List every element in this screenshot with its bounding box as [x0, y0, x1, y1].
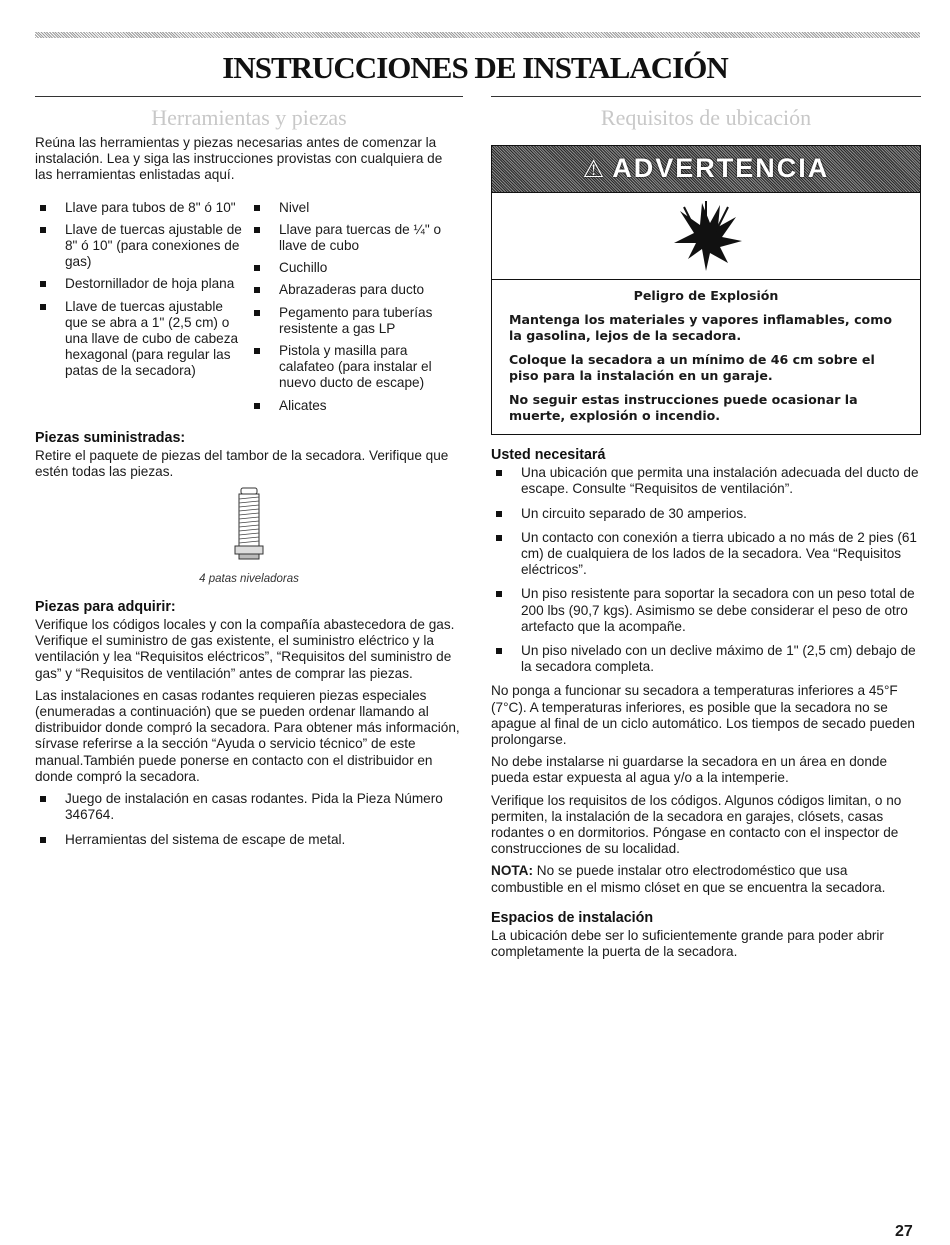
tool-item: Llave para tubos de 8" ó 10" — [35, 200, 249, 216]
need-item: Una ubicación que permita una instalación adecuada del ducto de escape. Consulte “Requisitos de ventilación”. — [491, 465, 921, 497]
temperature-paragraph: No ponga a funcionar su secadora a temperaturas inferiores a 45°F (7°C). A temperaturas inferiores, es posible que la secadora no se apague al final de un ciclo automático. Los tiempos de secado pueden prolongarse. — [491, 683, 915, 748]
tool-item: Llave para tuercas de ¼" o llave de cubo — [249, 222, 463, 254]
supplied-parts-heading: Piezas suministradas: — [35, 429, 186, 446]
need-item: Un piso resistente para soportar la secadora con un peso total de 200 lbs (90,7 kgs). Asimismo se debe considerar el peso de otro artefacto que la acompañe. — [491, 586, 921, 635]
note-paragraph — [491, 863, 921, 895]
tool-item: Pegamento para tuberías resistente a gas LP — [249, 305, 463, 337]
note-label: NOTA: — [491, 863, 534, 879]
need-item: Un piso nivelado con un declive máximo de 1" (2,5 cm) debajo de la secadora completa. — [491, 643, 921, 675]
tools-list — [35, 200, 463, 420]
right-title-rule — [491, 96, 921, 97]
tool-item: Pistola y masilla para calafateo (para instalar el nuevo ducto de escape) — [249, 343, 463, 392]
location-requirements-heading: Requisitos de ubicación — [600, 105, 812, 130]
warning-hazard: Peligro de Explosión — [633, 288, 779, 303]
note-text: No se puede instalar otro electrodoméstico que usa combustible en el mismo clóset en que se encuentra la secadora. — [491, 863, 886, 895]
tool-item: Nivel — [249, 200, 463, 216]
purchase-parts-heading: Piezas para adquirir: — [35, 598, 176, 615]
page-number: 27 — [895, 1223, 913, 1240]
tool-item: Cuchillo — [249, 260, 463, 276]
warning-box — [491, 145, 921, 435]
warning-line: Mantenga los materiales y vapores inflamables, como la gasolina, lejos de la secadora. — [509, 312, 892, 343]
tool-item: Destornillador de hoja plana — [35, 276, 249, 292]
leveling-leg-icon — [229, 486, 269, 562]
clearance-text: La ubicación debe ser lo suficientemente grande para poder abrir completamente la puerta de la secadora. — [491, 928, 884, 960]
warning-line: Coloque la secadora a un mínimo de 46 cm sobre el piso para la instalación en un garaje. — [509, 352, 875, 383]
need-item: Un circuito separado de 30 amperios. — [491, 506, 921, 522]
page-title: INSTRUCCIONES DE INSTALACIÓN — [222, 50, 728, 85]
tool-item: Alicates — [249, 398, 463, 414]
purchase-item: Herramientas del sistema de escape de metal. — [35, 832, 463, 848]
warning-header — [492, 146, 920, 193]
right-column — [491, 105, 921, 966]
tools-list-col1 — [35, 200, 249, 420]
warning-line: No seguir estas instrucciones puede ocasionar la muerte, explosión o incendio. — [509, 392, 858, 423]
tool-item: Llave de tuercas ajustable de 8" ó 10" (para conexiones de gas) — [35, 222, 249, 271]
tool-item: Llave de tuercas ajustable que se abra a 1" (2,5 cm) o una llave de cubo de cabeza hexagonal (para regular las patas de la secadora) — [35, 299, 249, 380]
warning-title: ⚠ ADVERTENCIA — [582, 152, 830, 183]
water-paragraph: No debe instalarse ni guardarse la secadora en un área en donde pueda estar expuesta al agua y/o a la intemperie. — [491, 754, 888, 786]
left-column — [35, 105, 463, 856]
figure-caption: 4 patas niveladoras — [199, 572, 299, 585]
purchase-list — [35, 791, 463, 848]
purchase-item: Juego de instalación en casas rodantes. Pida la Pieza Número 346764. — [35, 791, 463, 823]
warning-body — [492, 280, 920, 434]
purchase-parts-p1: Verifique los códigos locales y con la compañía abastecedora de gas. Verifique el suministro de gas existente, el suministro eléctrico y la ventilación y lea “Requisitos eléctricos”, “Requisitos del suministro de gas” y “Requisitos de ventilación” antes de comprar las piezas. — [35, 617, 455, 681]
explosion-icon-area — [492, 193, 920, 280]
explosion-icon — [666, 199, 746, 273]
you-need-heading: Usted necesitará — [491, 447, 606, 463]
codes-paragraph: Verifique los requisitos de los códigos. Algunos códigos limitan, o no permiten, la instalación de la secadora en garajes, clósets, casas rodantes o en dormitorios. Póngase en contacto con el inspector de construcciones de su localidad. — [491, 792, 902, 857]
supplied-parts-text: Retire el paquete de piezas del tambor de la secadora. Verifique que estén todas las piezas. — [35, 448, 449, 480]
tools-list-col2 — [249, 200, 463, 420]
top-decorative-bar — [35, 32, 920, 38]
you-need-list — [491, 465, 921, 675]
left-title-rule — [35, 96, 463, 97]
need-item: Un contacto con conexión a tierra ubicado a no más de 2 pies (61 cm) de cualquiera de los lados de la secadora. Vea “Requisitos eléctricos”. — [491, 530, 921, 579]
tools-intro: Reúna las herramientas y piezas necesarias antes de comenzar la instalación. Lea y siga las instrucciones provistas con cualquiera de las herramientas enlistadas aquí. — [35, 135, 443, 183]
leveling-leg-figure — [35, 486, 463, 566]
purchase-parts-p2: Las instalaciones en casas rodantes requieren piezas especiales (enumeradas a continuación) que se pueden ordenar llamando al distribuidor donde compró la secadora. Para obtener más información, sírvase referirse a la sección “Ayuda o servicio técnico” de este manual.También puede ponerse en contacto con el distribuidor en donde compró la secadora. — [35, 687, 460, 784]
clearance-heading: Espacios de instalación — [491, 909, 654, 926]
tool-item: Abrazaderas para ducto — [249, 282, 463, 298]
warning-triangle-icon: ⚠ — [582, 155, 607, 183]
tools-parts-heading: Herramientas y piezas — [151, 105, 347, 130]
